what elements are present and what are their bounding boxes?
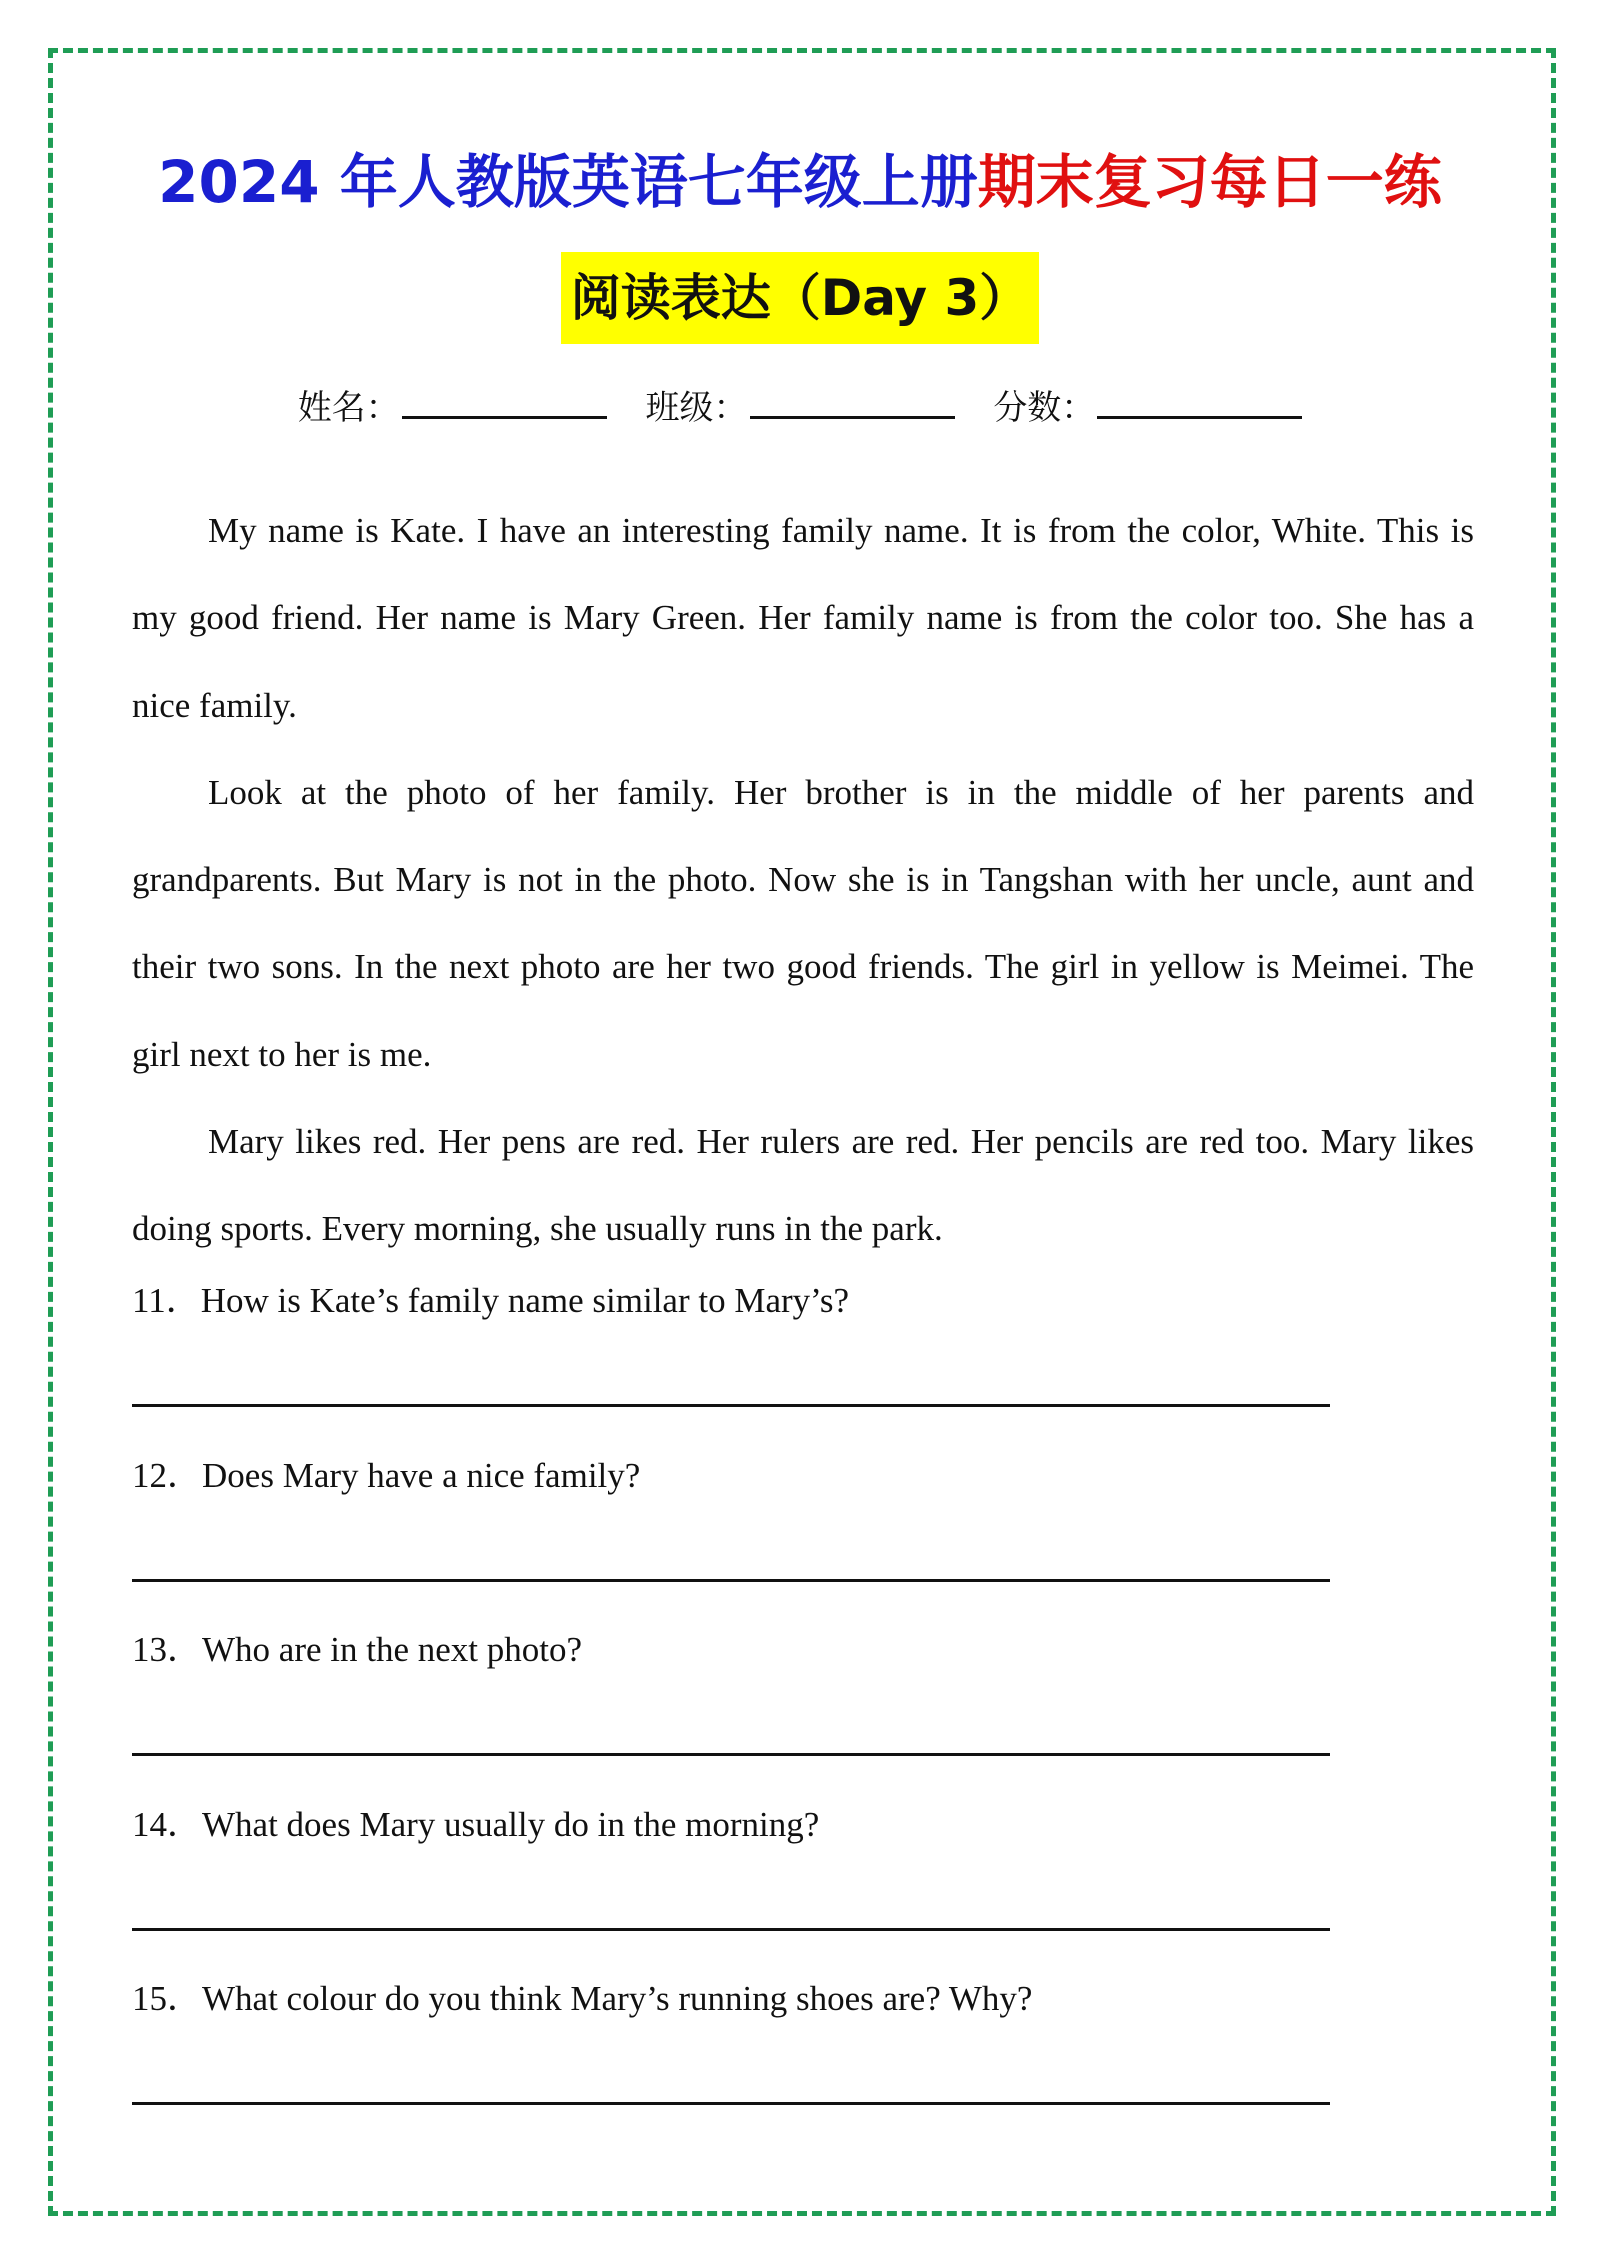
score-label: 分数： <box>993 388 1096 428</box>
name-label: 姓名： <box>297 388 400 428</box>
question-text: What colour do you think Mary’s running shoes are? Why? <box>202 1979 1033 2018</box>
question-number: 15． <box>132 1979 203 2018</box>
reading-passage <box>132 487 1474 1273</box>
question-text-row <box>132 1955 1474 2042</box>
question-13 <box>132 1606 1474 1781</box>
answer-line-12[interactable] <box>132 1579 1330 1582</box>
question-text-row <box>132 1432 1474 1519</box>
question-number: 11． <box>132 1281 201 1320</box>
question-text-row <box>132 1606 1474 1693</box>
question-12 <box>132 1432 1474 1607</box>
question-list <box>132 1257 1474 2130</box>
name-field[interactable] <box>298 382 607 433</box>
subtitle-wrapper <box>0 252 1600 344</box>
answer-line-11[interactable] <box>132 1404 1330 1407</box>
question-text: Who are in the next photo? <box>202 1630 583 1669</box>
passage-paragraph-2: Look at the photo of her family. Her brother is in the middle of her parents and grandparents. But Mary is not in the photo. Now she is in Tangshan with her uncle, aunt and their two sons. In the next photo are her two good friends. The girl in yellow is Meimei. The girl next to her is me. <box>132 772 1474 1074</box>
score-blank[interactable] <box>1097 382 1302 419</box>
class-blank[interactable] <box>750 382 955 419</box>
question-11 <box>132 1257 1474 1432</box>
question-text: Does Mary have a nice family? <box>202 1455 641 1495</box>
question-15 <box>132 1955 1474 2130</box>
answer-line-13[interactable] <box>132 1753 1330 1756</box>
page-title <box>0 142 1600 222</box>
passage-paragraph-3: Mary likes red. Her pens are red. Her rulers are red. Her pencils are red too. Mary likes doing sports. Every morning, she usually runs in the park. <box>132 1122 1474 1249</box>
answer-line-15[interactable] <box>132 2102 1330 2105</box>
question-text: What does Mary usually do in the morning? <box>202 1804 820 1844</box>
question-text: How is Kate’s family name similar to Mary’s? <box>200 1281 850 1320</box>
question-number: 14． <box>132 1804 203 1844</box>
passage-paragraph-1: My name is Kate. I have an interesting family name. It is from the color, White. This is my good friend. Her name is Mary Green. Her family name is from the color too. She has a nice family. <box>132 511 1474 725</box>
subtitle-highlighted: 阅读表达（Day 3） <box>561 252 1040 344</box>
question-number: 13． <box>132 1630 203 1669</box>
question-number: 12． <box>132 1455 203 1495</box>
question-text-row <box>132 1781 1474 1868</box>
class-field[interactable] <box>646 382 955 433</box>
title-red-part: 期末复习每日一练 <box>977 148 1442 216</box>
score-field[interactable] <box>993 382 1302 433</box>
answer-line-14[interactable] <box>132 1928 1330 1931</box>
question-text-row <box>132 1257 1474 1344</box>
title-blue-part: 2024 年人教版英语七年级上册 <box>158 148 978 216</box>
student-info-line <box>0 382 1600 433</box>
class-label: 班级： <box>645 388 748 428</box>
question-14 <box>132 1781 1474 1956</box>
name-blank[interactable] <box>402 382 607 419</box>
